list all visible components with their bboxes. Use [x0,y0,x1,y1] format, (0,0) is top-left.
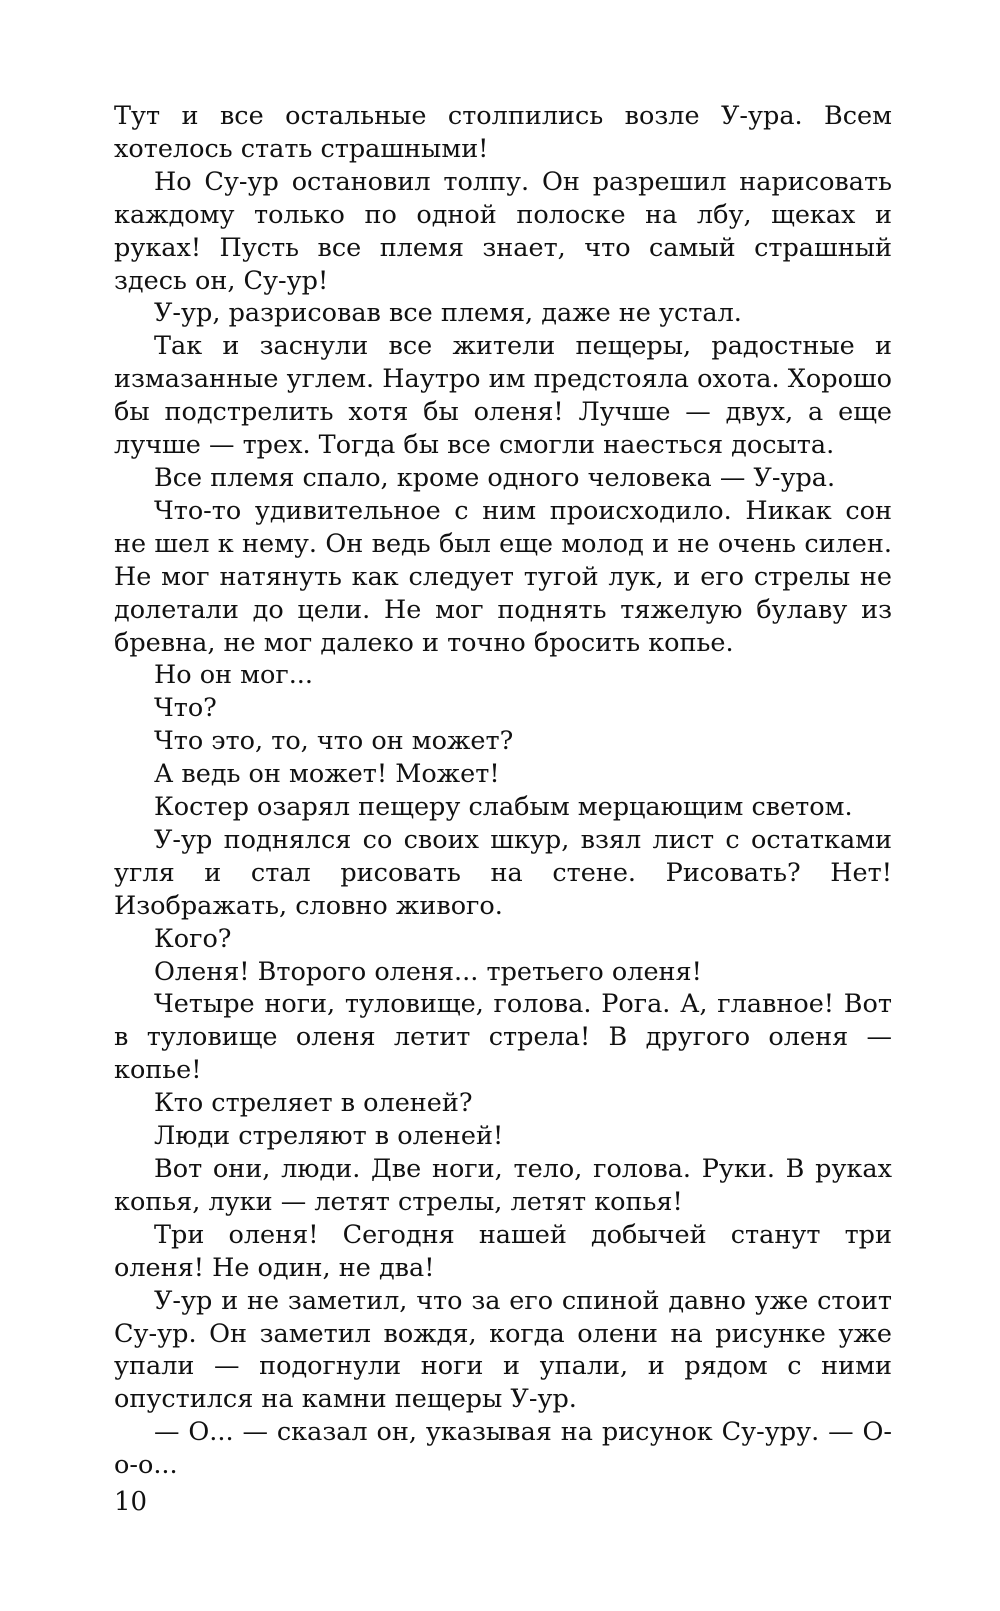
paragraph-6: Что-то удивительное с ним происходило. Никак сон не шел к нему. Он ведь был еще молод и не очень силен. Не мог натянуть как следует тугой лук, и его стрелы не долетали до цели. Не мог поднять тяжелую булаву из бревна, не мог далеко и точно бросить копье. [114,495,892,658]
paragraph-7: Но он мог... [154,660,314,691]
page-text [114,100,892,1482]
paragraph-5: Все племя спало, кроме одного человека — У-ура. [154,462,836,493]
paragraph-16: Кто стреляет в оленей? [154,1088,473,1119]
paragraph-20: У-ур и не заметил, что за его спиной давно уже стоит Су-ур. Он заметил вождя, когда олени на рисунке уже упали — подогнули ноги и упали, и рядом с ними опустился на камни пещеры У-ур. [114,1285,892,1415]
paragraph-3: У-ур, разрисовав все племя, даже не устал. [154,298,742,329]
paragraph-11: Костер озарял пещеру слабым мерцающим светом. [154,792,853,823]
paragraph-9: Что это, то, что он может? [154,726,514,757]
paragraph-17: Люди стреляют в оленей! [154,1121,504,1152]
paragraph-8: Что? [154,693,217,724]
paragraph-21: — О... — сказал он, указывая на рисунок Су-уру. — О-о-о... [114,1417,892,1481]
paragraph-14: Оленя! Второго оленя... третьего оленя! [154,956,702,987]
paragraph-1: Тут и все остальные столпились возле У-ура. Всем хотелось стать страшными! [114,101,892,164]
paragraph-10: А ведь он может! Может! [154,759,500,790]
paragraph-12: У-ур поднялся со своих шкур, взял лист с остатками угля и стал рисовать на стене. Рисовать? Нет! Изображать, словно живого. [114,824,892,921]
paragraph-4: Так и заснули все жители пещеры, радостные и измазанные углем. Наутро им предстояла охота. Хорошо бы подстрелить хотя бы оленя! Лучше — двух, а еще лучше — трех. Тогда бы все смогли наесться досыта. [114,331,892,461]
paragraph-13: Кого? [154,923,232,954]
paragraph-15: Четыре ноги, туловище, голова. Рога. А, главное! Вот в туловище оленя летит стрела! В другого оленя — копье! [114,989,892,1086]
page-number: 10 [114,1487,148,1517]
paragraph-18: Вот они, люди. Две ноги, тело, голова. Руки. В руках копья, луки — летят стрелы, летят копья! [114,1154,892,1217]
paragraph-2: Но Су-ур остановил толпу. Он разрешил нарисовать каждому только по одной полоске на лбу, щеках и руках! Пусть все племя знает, что самый страшный здесь он, Су-ур! [114,166,892,296]
paragraph-19: Три оленя! Сегодня нашей добычей станут три оленя! Не один, не два! [114,1219,892,1283]
